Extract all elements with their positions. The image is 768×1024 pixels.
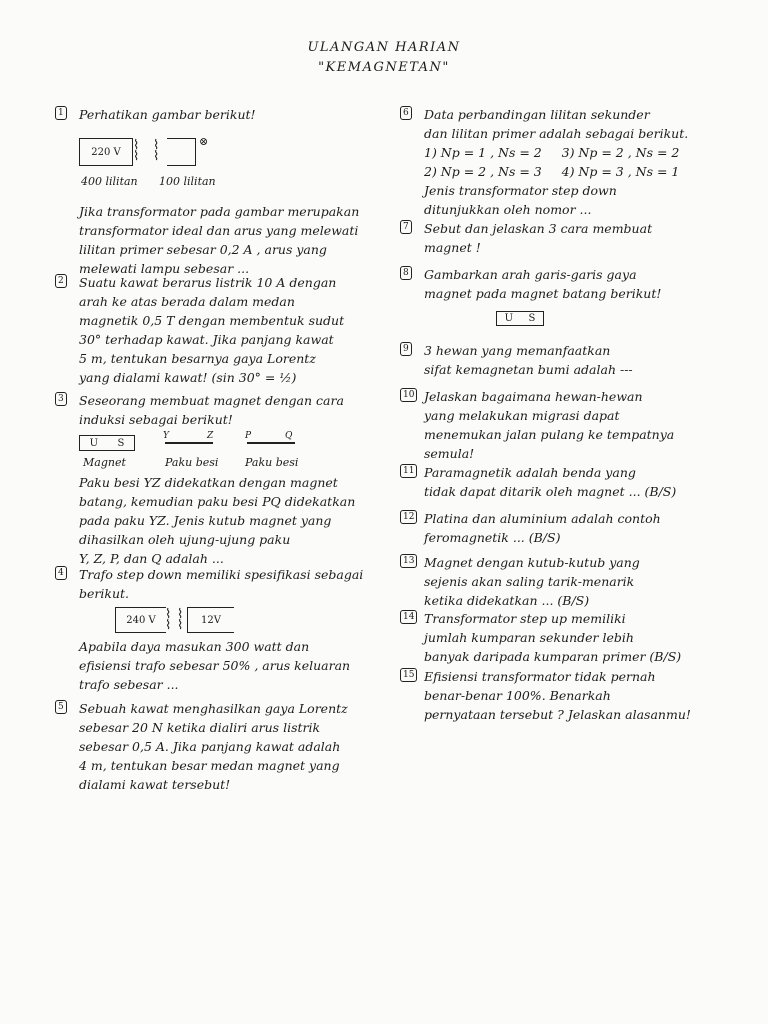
question-line: dialami kawat tersebut!: [79, 777, 231, 792]
secondary-coil-icon: ⌇ ⌇: [153, 138, 160, 164]
question-1: [55, 105, 380, 278]
question-line: Transformator step up memiliki: [424, 611, 626, 626]
step-down-figure: [115, 603, 380, 637]
question-line: Trafo step down memiliki spesifikasi sebagai: [79, 567, 364, 582]
question-line: pada paku YZ. Jenis kutub magnet yang: [79, 513, 332, 528]
south-pole-label: S: [117, 437, 125, 449]
question-line: 5 m, tentukan besarnya gaya Lorentz: [79, 351, 316, 366]
bar-magnet: [79, 435, 135, 451]
question-number: 12: [400, 510, 417, 524]
question-line: Platina dan aluminium adalah contoh: [424, 511, 661, 526]
question-line: Sebut dan jelaskan 3 cara membuat: [424, 221, 653, 236]
question-line: Sebuah kawat menghasilkan gaya Lorentz: [79, 701, 348, 716]
question-13: [400, 553, 720, 610]
nail-end-y-label: Y: [163, 431, 169, 441]
transformer-figure: [79, 132, 380, 202]
question-number: 14: [400, 610, 417, 624]
nail-caption: Paku besi: [165, 456, 219, 469]
primary-coil-icon: ⌇ ⌇: [165, 607, 172, 633]
question-number: 15: [400, 668, 417, 682]
south-pole-label: S: [528, 313, 536, 324]
question-9: [400, 341, 720, 379]
question-line: feromagnetik ... (B/S): [424, 530, 561, 545]
question-10: [400, 387, 720, 463]
question-line: Jika transformator pada gambar merupakan: [79, 204, 360, 219]
primary-coil-icon: ⌇ ⌇: [133, 138, 140, 164]
question-line: Jelaskan bagaimana hewan-hewan: [424, 389, 643, 404]
question-lead: Perhatikan gambar berikut!: [79, 107, 256, 122]
question-line: Gambarkan arah garis-garis gaya: [424, 267, 637, 282]
question-line: yang dialami kawat! (sin 30° = ½): [79, 370, 297, 385]
question-number: 8: [400, 266, 412, 280]
question-number: 7: [400, 220, 412, 234]
question-number: 2: [55, 274, 67, 288]
voltage-source: [79, 138, 133, 166]
question-line: magnet !: [424, 240, 481, 255]
question-line: Jenis transformator step down: [424, 183, 617, 198]
question-line: tidak dapat ditarik oleh magnet ... (B/S): [424, 484, 677, 499]
north-pole-label: U: [89, 437, 99, 449]
question-line: trafo sebesar ...: [79, 677, 179, 692]
question-line: 2) Np = 2 , Ns = 3 4) Np = 3 , Ns = 1: [424, 164, 680, 179]
secondary-turns-label: 100 lilitan: [159, 175, 216, 188]
question-number: 1: [55, 106, 67, 120]
question-line: banyak daripada kumparan primer (B/S): [424, 649, 682, 664]
question-line: pernyataan tersebut ? Jelaskan alasanmu!: [424, 707, 691, 722]
question-number: 3: [55, 392, 67, 406]
output-voltage-label: 12V: [201, 614, 221, 626]
question-line: magnet pada magnet batang berikut!: [424, 286, 662, 301]
question-line: menemukan jalan pulang ke tempatnya: [424, 427, 675, 442]
question-8: [400, 265, 720, 335]
question-line: Paku besi YZ didekatkan dengan magnet: [79, 475, 338, 490]
question-line: Magnet dengan kutub-kutub yang: [424, 555, 640, 570]
question-line: Y, Z, P, dan Q adalah ...: [79, 551, 224, 566]
question-line: efisiensi trafo sebesar 50% , arus keluaran: [79, 658, 351, 673]
nail-yz: [165, 442, 213, 444]
question-3: [55, 391, 380, 568]
question-line: yang melakukan migrasi dapat: [424, 408, 620, 423]
question-line: sebesar 0,5 A. Jika panjang kawat adalah: [79, 739, 341, 754]
question-line: berikut.: [79, 586, 129, 601]
question-11: [400, 463, 720, 501]
voltage-label: 220 V: [91, 146, 121, 158]
nail-pq: [247, 442, 295, 444]
question-line: ketika didekatkan ... (B/S): [424, 593, 590, 608]
question-number: 6: [400, 106, 412, 120]
question-line: sejenis akan saling tarik-menarik: [424, 574, 635, 589]
question-line: sebesar 20 N ketika dialiri arus listrik: [79, 720, 321, 735]
bar-magnet-figure: [496, 309, 720, 335]
question-2: [55, 273, 380, 387]
question-line: 4 m, tentukan besar medan magnet yang: [79, 758, 340, 773]
question-line: 3 hewan yang memanfaatkan: [424, 343, 611, 358]
question-number: 10: [400, 388, 417, 402]
question-line: induksi sebagai berikut!: [79, 412, 233, 427]
question-number: 5: [55, 700, 67, 714]
question-12: [400, 509, 720, 547]
magnet-nail-figure: [79, 431, 380, 473]
nail-caption: Paku besi: [245, 456, 299, 469]
question-line: benar-benar 100%. Benarkah: [424, 688, 611, 703]
question-line: 1) Np = 1 , Ns = 2 3) Np = 2 , Ns = 2: [424, 145, 680, 160]
question-4: [55, 565, 380, 694]
question-line: sifat kemagnetan bumi adalah ---: [424, 362, 633, 377]
nail-end-z-label: Z: [207, 431, 214, 441]
question-line: magnetik 0,5 T dengan membentuk sudut: [79, 313, 345, 328]
question-line: Apabila daya masukan 300 watt dan: [79, 639, 310, 654]
north-pole-label: U: [504, 313, 514, 324]
output-circuit: [187, 607, 234, 633]
question-line: Efisiensi transformator tidak pernah: [424, 669, 656, 684]
question-number: 9: [400, 342, 412, 356]
question-line: Paramagnetik adalah benda yang: [424, 465, 636, 480]
question-5: [55, 699, 380, 794]
question-line: Data perbandingan lilitan sekunder: [424, 107, 650, 122]
magnet-caption: Magnet: [83, 456, 126, 469]
question-line: dihasilkan oleh ujung-ujung paku: [79, 532, 291, 547]
bar-magnet: [496, 311, 544, 326]
question-14: [400, 609, 720, 666]
lamp-icon: ⊗: [199, 135, 209, 148]
input-voltage-label: 240 V: [126, 614, 156, 626]
page-subtitle: "KEMAGNETAN": [318, 60, 450, 75]
question-6: [400, 105, 720, 219]
question-number: 4: [55, 566, 67, 580]
question-line: ditunjukkan oleh nomor ...: [424, 202, 592, 217]
nail-end-p-label: P: [245, 431, 252, 441]
nail-end-q-label: Q: [285, 431, 293, 441]
question-line: Seseorang membuat magnet dengan cara: [79, 393, 344, 408]
question-line: transformator ideal dan arus yang melewati: [79, 223, 359, 238]
secondary-coil-icon: ⌇ ⌇: [177, 607, 184, 633]
question-number: 11: [400, 464, 417, 478]
question-line: batang, kemudian paku besi PQ didekatkan: [79, 494, 356, 509]
primary-turns-label: 400 lilitan: [81, 175, 138, 188]
question-line: 30° terhadap kawat. Jika panjang kawat: [79, 332, 334, 347]
question-line: Suatu kawat berarus listrik 10 A dengan: [79, 275, 337, 290]
question-line: dan lilitan primer adalah sebagai berikut.: [424, 126, 689, 141]
question-line: melewati lampu sebesar ...: [79, 261, 250, 276]
question-7: [400, 219, 720, 257]
question-line: lilitan primer sebesar 0,2 A , arus yang: [79, 242, 327, 257]
lamp-circuit: [167, 138, 196, 166]
question-line: arah ke atas berada dalam medan: [79, 294, 295, 309]
page-title: ULANGAN HARIAN: [307, 40, 461, 55]
question-number: 13: [400, 554, 417, 568]
question-line: jumlah kumparan sekunder lebih: [424, 630, 634, 645]
question-line: semula!: [424, 446, 475, 461]
question-15: [400, 667, 720, 724]
input-circuit: [115, 607, 166, 633]
